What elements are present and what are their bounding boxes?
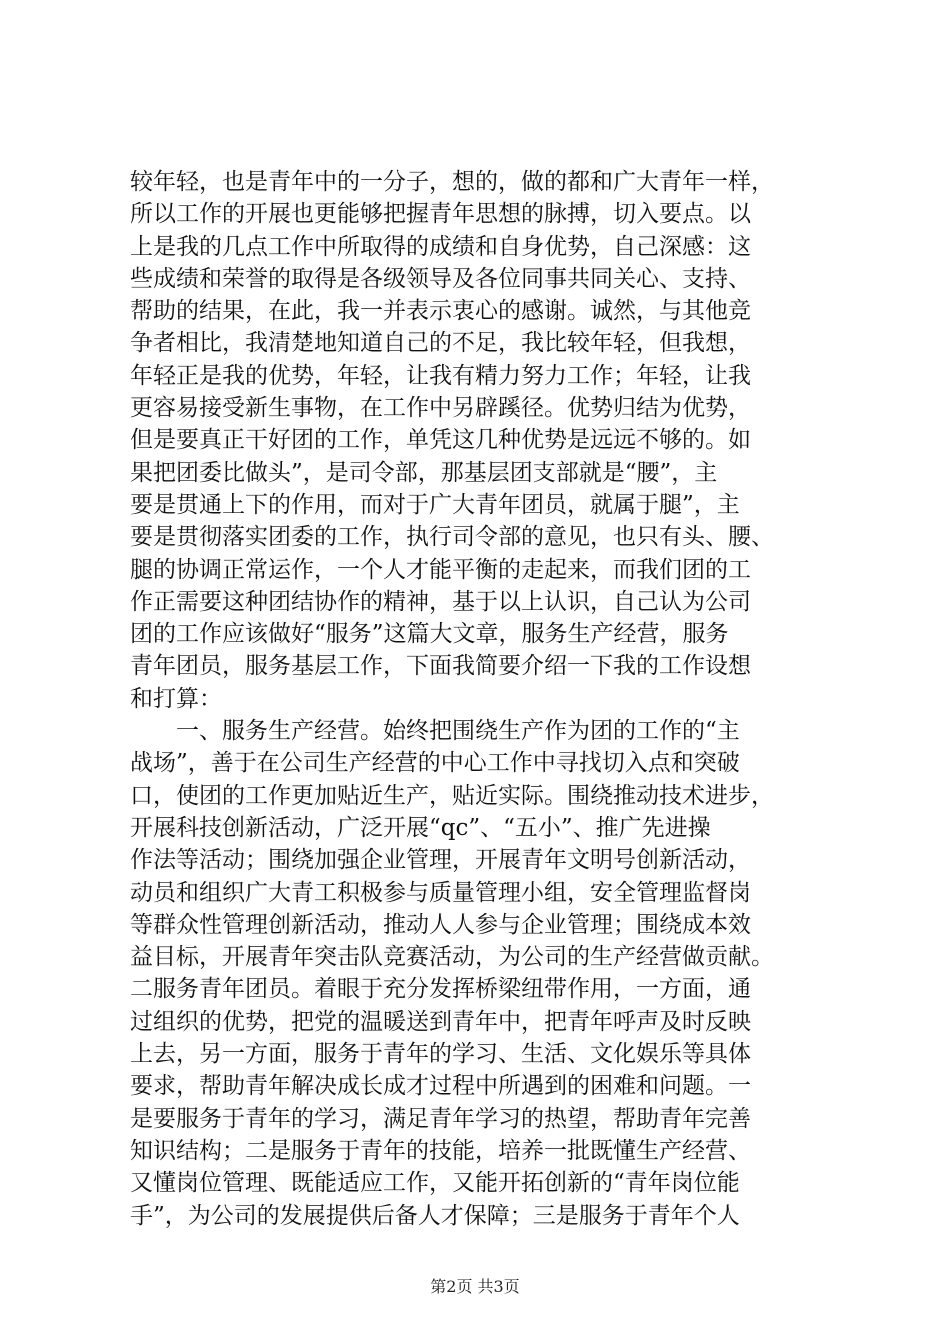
text-line: 是要服务于青年的学习，满足青年学习的热望，帮助青年完善 xyxy=(130,1105,751,1132)
text-line: 一、服务生产经营。始终把围绕生产作为团的工作的“主 xyxy=(130,718,740,745)
page-footer: 第2页 共3页 xyxy=(430,1277,520,1296)
body-text xyxy=(130,166,830,1232)
text-line: 更容易接受新生事物，在工作中另辟蹊径。优势归结为优势， xyxy=(130,395,751,422)
text-line: 腿的协调正常运作，一个人才能平衡的走起来，而我们团的工 xyxy=(130,556,751,583)
text-line: 知识结构；二是服务于青年的技能，培养一批既懂生产经营、 xyxy=(130,1137,751,1164)
text-line: 战场”，善于在公司生产经营的中心工作中寻找切入点和突破 xyxy=(130,750,740,777)
text-line: 帮助的结果，在此，我一并表示衷心的感谢。诚然，与其他竞 xyxy=(130,298,751,325)
text-line: 二服务青年团员。着眼于充分发挥桥梁纽带作用，一方面，通 xyxy=(130,976,751,1003)
text-line: 又懂岗位管理、既能适应工作，又能开拓创新的“青年岗位能 xyxy=(130,1170,740,1197)
text-line: 作正需要这种团结协作的精神，基于以上认识，自己认为公司 xyxy=(130,588,751,615)
text-line: 益目标，开展青年突击队竞赛活动，为公司的生产经营做贡献。 xyxy=(130,944,774,971)
text-line: 上去，另一方面，服务于青年的学习、生活、文化娱乐等具体 xyxy=(130,1041,751,1068)
text-line: 口，使团的工作更加贴近生产，贴近实际。围绕推动技术进步， xyxy=(130,782,774,809)
text-line: 较年轻，也是青年中的一分子，想的，做的都和广大青年一样， xyxy=(130,169,774,195)
text-line: 开展科技创新活动，广泛开展“qc”、“五小”、推广先进操 xyxy=(130,814,711,841)
text-line: 上是我的几点工作中所取得的成绩和自身优势，自己深感：这 xyxy=(130,233,751,260)
text-line: 所以工作的开展也更能够把握青年思想的脉搏，切入要点。以 xyxy=(130,201,751,228)
text-line: 动员和组织广大青工积极参与质量管理小组，安全管理监督岗 xyxy=(130,879,751,906)
text-line: 过组织的优势，把党的温暖送到青年中，把青年呼声及时反映 xyxy=(130,1008,751,1035)
text-line: 些成绩和荣誉的取得是各级领导及各位同事共同关心、支持、 xyxy=(130,265,751,292)
text-line: 但是要真正干好团的工作，单凭这几种优势是远远不够的。如 xyxy=(130,427,751,454)
text-line: 青年团员，服务基层工作，下面我简要介绍一下我的工作设想 xyxy=(130,653,751,680)
text-line: 要是贯彻落实团委的工作，执行司令部的意见，也只有头、腰、 xyxy=(130,524,774,551)
text-line: 手”，为公司的发展提供后备人才保障；三是服务于青年个人 xyxy=(130,1202,740,1229)
text-line: 年轻正是我的优势，年轻，让我有精力努力工作；年轻，让我 xyxy=(130,362,751,389)
text-line: 团的工作应该做好“服务”这篇大文章，服务生产经营，服务 xyxy=(130,621,729,648)
text-line: 要是贯通上下的作用，而对于广大青年团员，就属于腿”，主 xyxy=(130,491,740,518)
text-line: 争者相比，我清楚地知道自己的不足，我比较年轻，但我想， xyxy=(130,330,751,357)
text-line: 果把团委比做头”，是司令部，那基层团支部就是“腰”，主 xyxy=(130,459,718,486)
text-line: 和打算： xyxy=(130,685,222,712)
text-line: 等群众性管理创新活动，推动人人参与企业管理；围绕成本效 xyxy=(130,911,751,938)
text-line: 作法等活动；围绕加强企业管理，开展青年文明号创新活动， xyxy=(130,847,751,874)
text-line: 要求，帮助青年解决成长成才过程中所遇到的困难和问题。一 xyxy=(130,1073,751,1100)
